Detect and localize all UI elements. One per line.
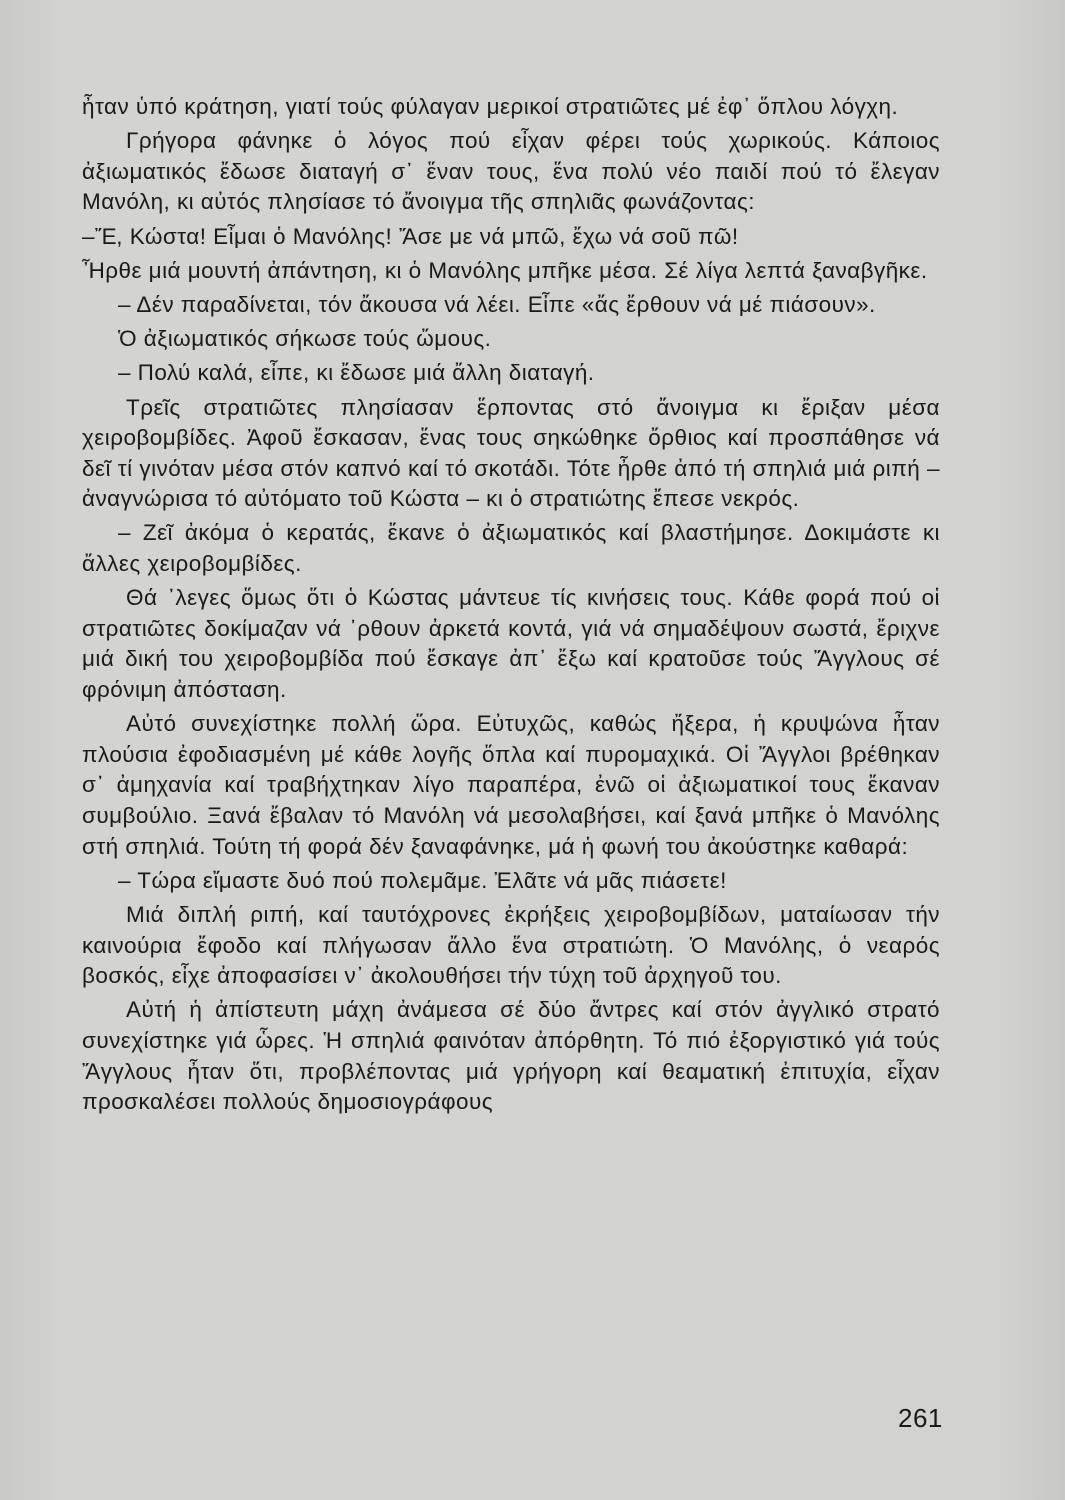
paragraph: Θά ᾽λεγες ὅμως ὅτι ὁ Κώστας μάντευε τίς κινήσεις τους. Κάθε φορά πού οἱ στρατιῶτες δοκίμαζαν νά ᾽ρθουν ἀρκετά κοντά, γιά νά σημαδέψουν σωστά, ἔριχνε μιά δική του χειροβομβίδα πού ἔσκαγε ἀπ᾽ ἔξω καί κρατοῦσε τούς Ἄγγλους σέ φρόνιμη ἀπόσταση. [82,585,940,703]
dialogue-line: – Τώρα εἴμαστε δυό πού πολεμᾶμε. Ἐλᾶτε νά μᾶς πιάσετε! [118,867,727,893]
dialogue-line: – Δέν παραδίνεται, τόν ἄκουσα νά λέει. Εἶπε «ἄς ἔρθουν νά μέ πιάσουν». [118,291,876,317]
dialogue-line: – Ζεῖ ἀκόμα ὁ κερατάς, ἔκανε ὁ ἀξιωματικός καί βλαστήμησε. Δοκιμάστε κι ἄλλες χειροβομβίδες. [82,520,940,577]
dialogue-line: –Ἔ, Κώστα! Εἶμαι ὁ Μανόλης! Ἄσε με νά μπῶ, ἔχω νά σοῦ πῶ! [82,223,739,249]
paragraph: Μιά διπλή ριπή, καί ταυτόχρονες ἐκρήξεις χειροβομβίδων, ματαίωσαν τήν καινούρια ἔφοδο καί πλήγωσαν ἄλλο ἕνα στρατιώτη. Ὁ Μανόλης, ὁ νεαρός βοσκός, εἶχε ἀποφασίσει ν᾽ ἀκολουθήσει τήν τύχη τοῦ ἀρχηγοῦ του. [82,901,940,989]
paragraph: Αὐτό συνεχίστηκε πολλή ὥρα. Εὐτυχῶς, καθώς ἤξερα, ἡ κρυψώνα ἦταν πλούσια ἐφοδιασμένη μέ κάθε λογῆς ὅπλα καί πυρομαχικά. Οἱ Ἄγγλοι βρέθηκαν σ᾽ ἀμηχανία καί τραβήχτηκαν λίγο παραπέρα, ἐνῶ οἱ ἀξιωματικοί τους ἔκαναν συμβούλιο. Ξανά ἔβαλαν τό Μανόλη νά μεσολαβήσει, καί ξανά μπῆκε ὁ Μανόλης στή σπηλιά. Τούτη τή φορά δέν ξαναφάνηκε, μά ἡ φωνή του ἀκούστηκε καθαρά: [82,711,940,859]
paragraph: Γρήγορα φάνηκε ὁ λόγος πού εἶχαν φέρει τούς χωρικούς. Κάποιος ἀξιωματικός ἔδωσε διαταγή σ᾽ ἕναν τους, ἕνα πολύ νέο παιδί πού τό ἔλεγαν Μανόλη, κι αὐτός πλησίασε τό ἄνοιγμα τῆς σπηλιᾶς φωνάζοντας: [82,128,940,215]
dialogue-line: – Πολύ καλά, εἶπε, κι ἔδωσε μιά ἄλλη διαταγή. [118,360,595,386]
page-number: 261 [898,1403,943,1433]
paragraph: Ἦρθε μιά μουντή ἀπάντηση, κι ὁ Μανόλης μπῆκε μέσα. Σέ λίγα λεπτά ξαναβγῆκε. [82,257,928,283]
paragraph: Ὁ ἀξιωματικός σήκωσε τούς ὤμους. [118,326,492,352]
body-text [82,92,940,1121]
paragraph-continuation: ἦταν ὑπό κράτηση, γιατί τούς φύλαγαν μερικοί στρατιῶτες μέ ἐφ᾽ ὅπλου λόγχη. [82,94,899,119]
paragraph: Αὐτή ἡ ἀπίστευτη μάχη ἀνάμεσα σέ δύο ἄντρες καί στόν ἀγγλικό στρατό συνεχίστηκε γιά ὧρες. Ἡ σπηλιά φαινόταν ἀπόρθητη. Τό πιό ἐξοργιστικό γιά τούς Ἄγγλους ἦταν ὅτι, προβλέποντας μιά γρήγορη καί θεαματική ἐπιτυχία, εἶχαν προσκαλέσει πολλούς δημοσιογράφους [82,997,940,1115]
paragraph: Τρεῖς στρατιῶτες πλησίασαν ἕρποντας στό ἄνοιγμα κι ἔριξαν μέσα χειροβομβίδες. Ἀφοῦ ἔσκασαν, ἕνας τους σηκώθηκε ὄρθιος καί προσπάθησε νά δεῖ τί γινόταν μέσα στόν καπνό καί τό σκοτάδι. Τότε ἦρθε ἀπό τή σπηλιά μιά ριπή – ἀναγνώρισα τό αὐτόματο τοῦ Κώστα – κι ὁ στρατιώτης ἔπεσε νεκρός. [82,394,940,512]
